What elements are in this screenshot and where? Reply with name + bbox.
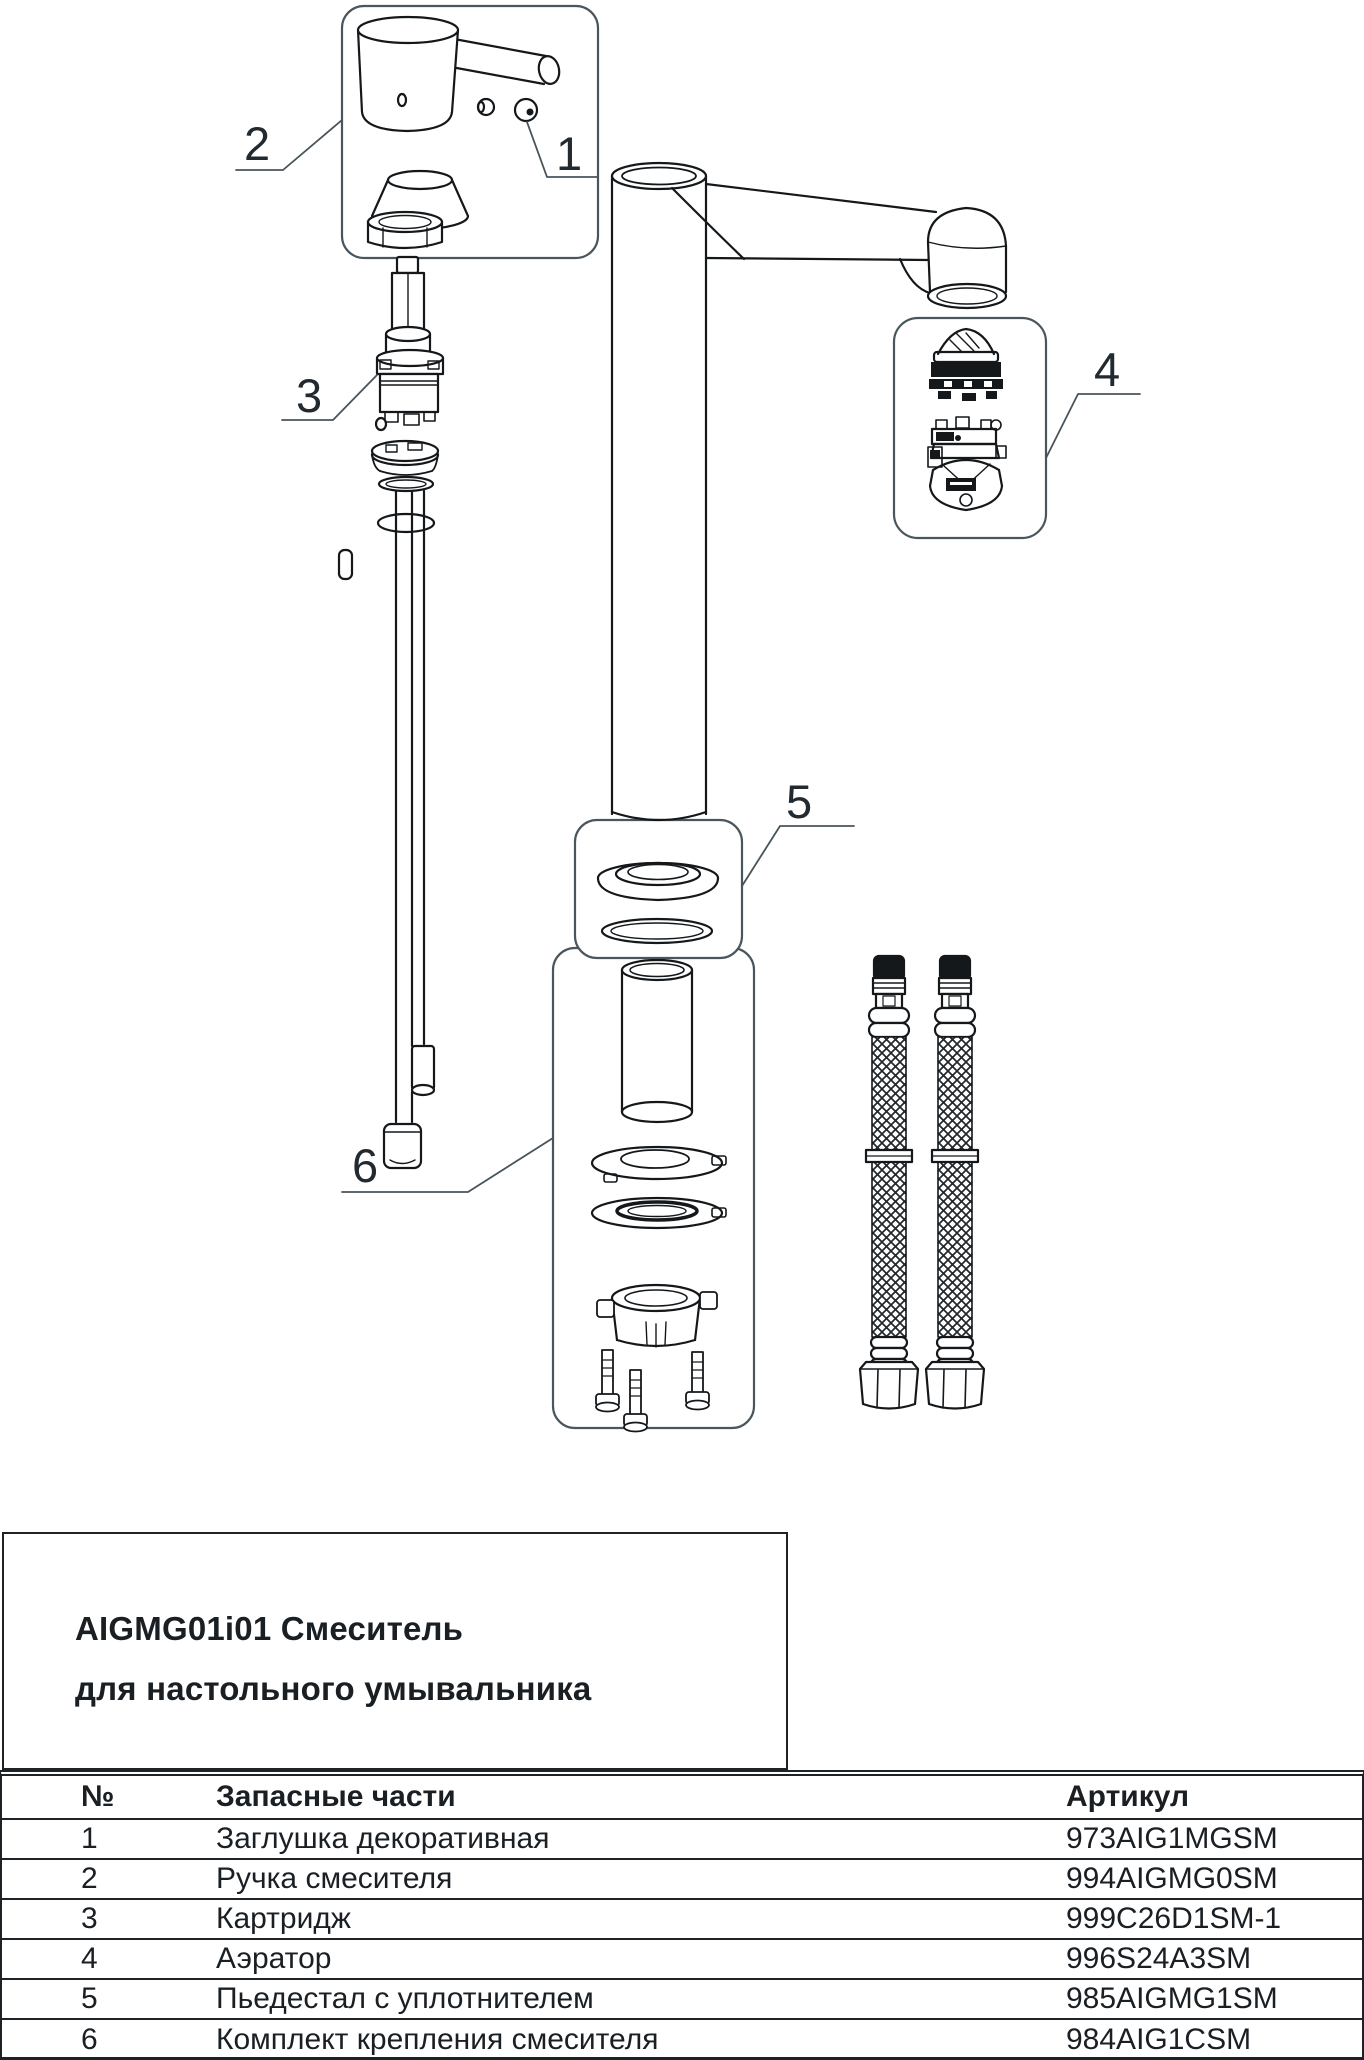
callout-2: 2 [244, 117, 271, 170]
header-part: Запасные части [216, 1780, 456, 1813]
row-num: 4 [81, 1942, 98, 1975]
diagram-linework [339, 17, 1006, 1432]
leader-4 [1046, 394, 1140, 458]
small-pin [339, 550, 352, 579]
row-num: 6 [81, 2023, 98, 2056]
row-article: 994AIGMG0SM [1066, 1862, 1278, 1895]
spout-nozzle [928, 208, 1006, 246]
row-article: 985AIGMG1SM [1066, 1982, 1278, 2015]
drain-rod-drawing [339, 441, 438, 1168]
product-title-line2: для настольного умывальника [75, 1670, 592, 1707]
rod-foot [384, 1124, 421, 1168]
row-part: Ручка смесителя [216, 1862, 453, 1895]
table-row [2, 1900, 1362, 1940]
row-article: 999C26D1SM-1 [1066, 1902, 1282, 1935]
spare-parts-table [0, 1770, 1364, 2060]
header-num: № [81, 1780, 115, 1813]
leader-5 [742, 826, 854, 886]
product-title-line1: AIGMG01i01 Смеситель [75, 1610, 464, 1647]
row-article: 984AIG1CSM [1066, 2023, 1252, 2056]
table-row [2, 2020, 1362, 2060]
callout-6: 6 [352, 1139, 379, 1192]
header-article: Артикул [1066, 1780, 1190, 1813]
table-row [2, 1860, 1362, 1900]
flex-hose-2 [926, 956, 984, 1409]
row-part: Пьедестал с уплотнителем [216, 1982, 594, 2015]
row-part: Аэратор [216, 1942, 332, 1975]
row-num: 2 [81, 1862, 98, 1895]
cartridge-drawing [376, 257, 443, 430]
table-header-row [2, 1776, 1362, 1820]
row-num: 1 [81, 1822, 98, 1855]
table-row [2, 1940, 1362, 1980]
table-row [2, 1980, 1362, 2020]
flex-hose [860, 956, 918, 1409]
callout-1: 1 [556, 127, 583, 180]
table-row [2, 1820, 1362, 1860]
row-part: Картридж [216, 1902, 351, 1935]
row-part: Комплект крепления смесителя [216, 2023, 659, 2056]
callout-5: 5 [786, 775, 813, 828]
row-num: 5 [81, 1982, 98, 2015]
callout-4: 4 [1094, 343, 1121, 396]
row-num: 3 [81, 1902, 98, 1935]
row-part: Заглушка декоративная [216, 1822, 550, 1855]
row-article: 996S24A3SM [1066, 1942, 1252, 1975]
mounting-kit-box [553, 948, 754, 1428]
title-box [2, 1532, 788, 1770]
rod-ring [378, 514, 434, 532]
callout-3: 3 [296, 369, 323, 422]
row-article: 973AIG1MGSM [1066, 1822, 1278, 1855]
